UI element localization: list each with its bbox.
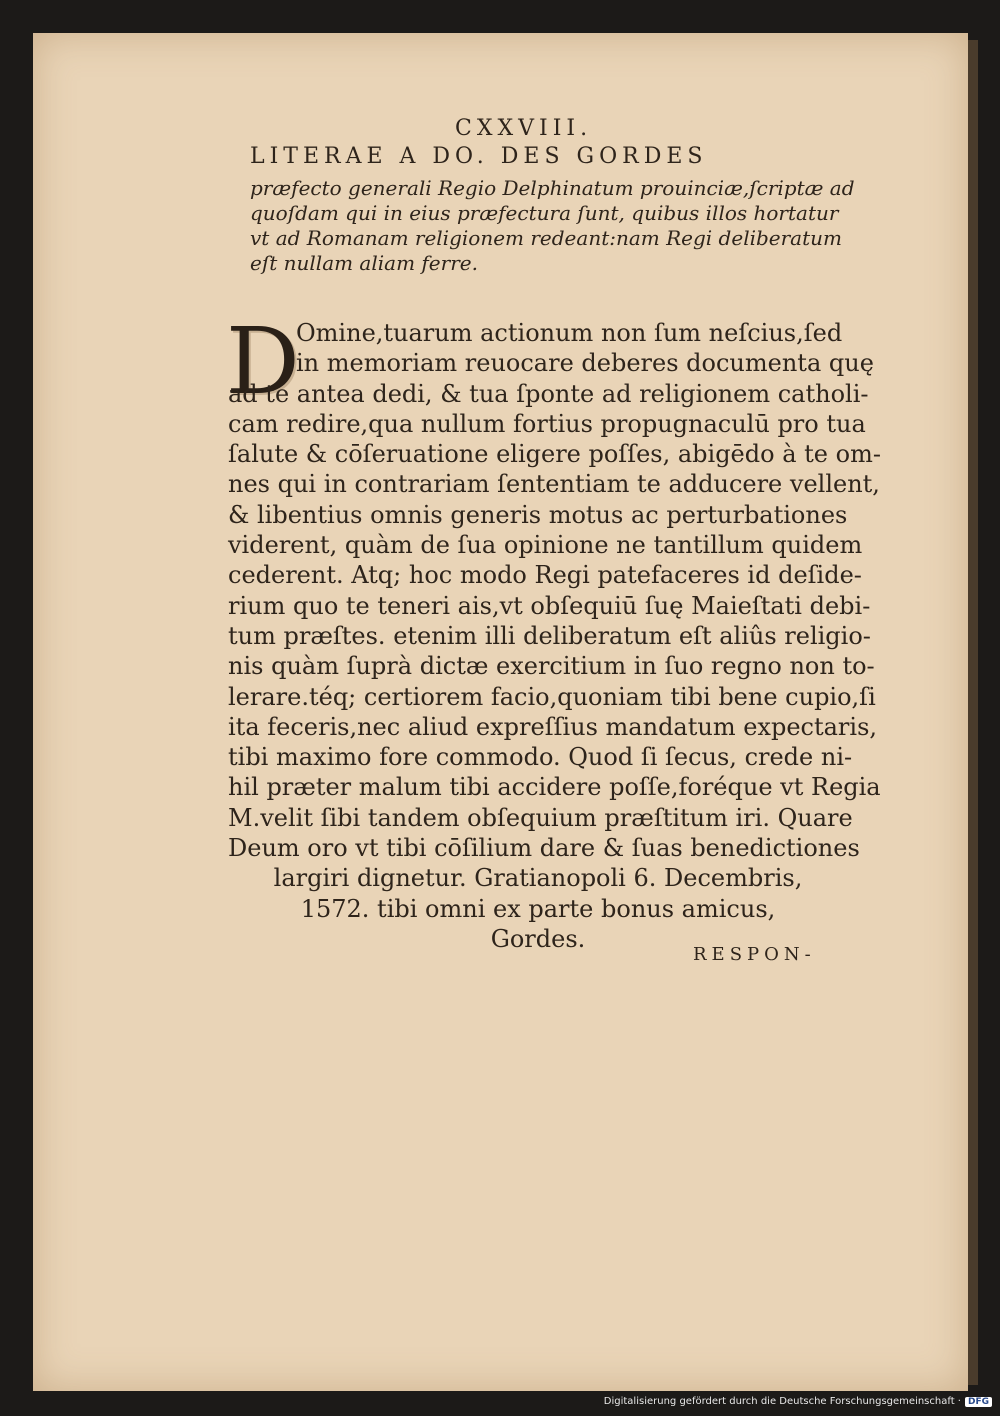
credit-text: Digitalisierung gefördert durch die Deutsche Forschungsgemeinschaft · [603,1396,961,1407]
drop-cap: D [226,308,300,415]
body-line: tibi maximo fore commodo. Quod ſi ſecus, crede ni- [228,743,853,772]
body-line: hil præter malum tibi accidere poſſe,foréque vt Regia [228,773,881,802]
letter-subheading [250,176,855,276]
digitization-credit [604,1396,992,1407]
dfg-logo: DFG [965,1397,992,1407]
body-line: Omine,tuarum actionum non ſum neſcius,ſed [296,319,843,347]
body-line: cederent. Atq; hoc modo Regi patefaceres id deſide- [228,561,862,590]
folio-number: CXXVIII. [455,116,593,141]
closing-line: largiri dignetur. Gratianopoli 6. Decembris, [273,864,803,893]
subheading-line: vt ad Romanam religionem redeant:nam Regi deliberatum [250,226,842,250]
subheading-line: quoſdam qui in eius præfectura ſunt, quibus illos hortatur [250,201,839,225]
body-line: tum præſtes. etenim illi deliberatum eſt aliûs religio- [228,621,871,650]
closing-line: 1572. tibi omni ex parte bonus amicus, [300,894,776,923]
letter-body [226,308,881,954]
body-line: & libentius omnis generis motus ac perturbationes [228,500,848,529]
subheading-line: eſt nullam aliam ferre. [250,251,478,275]
subheading-line: præfecto generali Regio Delphinatum prouinciæ,ſcriptæ ad [250,176,855,200]
signature: Gordes. [490,924,586,953]
body-line: ſalute & cōſeruatione eligere poſſes, abigēdo à te om- [228,440,881,469]
body-line: cam redire,qua nullum fortius propugnaculū pro tua [228,409,866,438]
body-line: in memoriam reuocare deberes documenta quę [296,349,874,378]
body-line: nes qui in contrariam ſententiam te adducere vellent, [228,470,880,499]
body-line: Deum oro vt tibi cōſilium dare & ſuas benedictiones [228,834,860,863]
letter-title: LITERAE A DO. DES GORDES [250,144,708,169]
catchword: RESPON- [693,944,816,965]
body-line: rium quo te teneri ais,vt obſequiū ſuę Maieſtati debi- [228,591,871,620]
body-line: ad te antea dedi, & tua ſponte ad religionem catholi- [228,379,869,408]
body-line: lerare.téq; certiorem facio,quoniam tibi bene cupio,ſi [228,682,876,711]
body-line: nis quàm ſuprà dictæ exercitium in ſuo regno non to- [228,652,875,681]
body-line: ita feceris,nec aliud expreſſius mandatum expectaris, [228,712,878,741]
body-line: M.velit ſibi tandem obſequium præſtitum iri. Quare [228,803,853,832]
page-edge [968,40,978,1385]
body-line: viderent, quàm de ſua opinione ne tantillum quidem [228,531,863,560]
